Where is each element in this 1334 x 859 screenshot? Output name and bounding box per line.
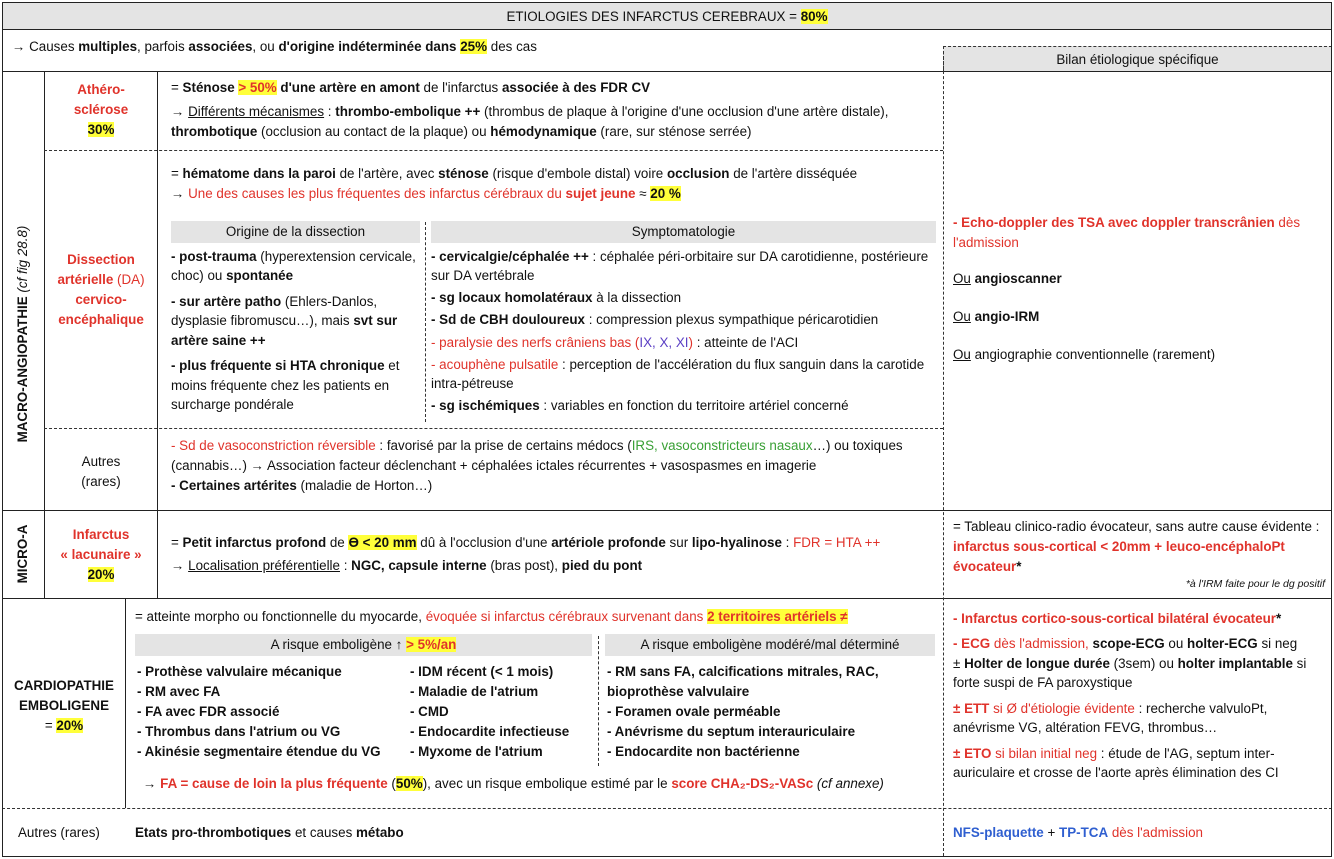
text: NFS-plaquette bbox=[953, 825, 1044, 840]
text: : bbox=[324, 104, 336, 120]
divider bbox=[2, 856, 1332, 857]
list-item: - IDM récent (< 1 mois) bbox=[410, 664, 554, 679]
bilan-header-label: Bilan étiologique spécifique bbox=[1056, 52, 1219, 67]
macro-bilan bbox=[953, 213, 1325, 366]
bilan-item bbox=[953, 517, 1325, 577]
bilan-item bbox=[953, 699, 1328, 738]
text: - ECG bbox=[953, 636, 991, 652]
arrow-icon: → bbox=[12, 39, 26, 54]
text: A risque emboligène ↑ bbox=[270, 637, 407, 652]
symptom-header bbox=[431, 221, 936, 243]
intro-text: des cas bbox=[487, 39, 537, 54]
text: Etats pro-thrombotiques bbox=[135, 825, 292, 840]
text: si Ø d'étiologie évidente bbox=[989, 700, 1135, 716]
text: IRS, vasoconstricteurs nasaux bbox=[631, 438, 813, 453]
micro-label-text: MICRO-A bbox=[15, 524, 30, 584]
text: spontanée bbox=[226, 268, 294, 284]
text: - Sd de vasoconstriction réversible bbox=[171, 438, 376, 453]
list-item: - RM sans FA, calcifications mitrales, RAC, bioprothèse valvulaire bbox=[607, 664, 879, 700]
list-item: - FA avec FDR associé bbox=[137, 704, 280, 720]
text: Une des causes les plus fréquentes des infarctus cérébraux du bbox=[188, 186, 566, 202]
macro-vertical-label bbox=[12, 171, 34, 497]
list-item: - CMD bbox=[410, 704, 449, 720]
list-item bbox=[431, 310, 936, 329]
text: IX, X, XI bbox=[639, 334, 689, 350]
list-item bbox=[171, 292, 421, 350]
text: - sg locaux homolatéraux bbox=[431, 290, 593, 306]
fa-line bbox=[143, 774, 938, 794]
bilan-item bbox=[953, 609, 1328, 628]
arrow-icon: → bbox=[171, 558, 189, 574]
text: (maladie de Horton…) bbox=[296, 478, 433, 494]
text: …) ou toxiques (cannabis…) → Association facteur déclenchant + céphalées ictales récurrentes + vasospasmes en imagerie bbox=[171, 438, 903, 474]
text: (thrombus de plaque à l'origine d'une occlusion d'une artère distale), bbox=[480, 104, 889, 120]
text: évoquée si infarctus cérébraux survenant dans bbox=[425, 609, 708, 624]
divider bbox=[943, 46, 944, 856]
athero-label-line: sclérose bbox=[73, 102, 129, 118]
text: * bbox=[1016, 559, 1022, 575]
micro-label bbox=[45, 525, 157, 585]
text: + bbox=[1043, 825, 1060, 840]
dissection-label-line: encéphalique bbox=[58, 312, 144, 328]
origine-header bbox=[171, 221, 420, 243]
list-item bbox=[431, 288, 936, 307]
text: angiographie conventionnelle (rarement) bbox=[970, 347, 1216, 363]
risk-threshold: > 5%/an bbox=[406, 637, 457, 652]
text: angio-IRM bbox=[970, 309, 1040, 325]
text: (3sem) ou bbox=[1109, 655, 1178, 671]
divider bbox=[2, 510, 1332, 511]
divider bbox=[598, 636, 599, 766]
micro-label-line: « lacunaire » bbox=[60, 547, 142, 563]
text: - acouphène pulsatile bbox=[431, 356, 559, 372]
cardio-intro bbox=[135, 607, 940, 627]
text: * bbox=[1275, 611, 1282, 626]
text: Localisation préférentielle bbox=[188, 558, 340, 574]
text: - Infarctus cortico-sous-cortical bilatéral évocateur bbox=[953, 611, 1276, 626]
intro-text: , ou bbox=[252, 39, 279, 54]
text: A risque emboligène modéré/mal déterminé bbox=[640, 637, 900, 652]
list-item bbox=[171, 356, 421, 414]
text: Ou bbox=[953, 347, 971, 363]
text: ) bbox=[688, 334, 693, 350]
dissection-content bbox=[171, 164, 936, 204]
text: = atteinte morpho ou fonctionnelle du myocarde, bbox=[135, 609, 426, 624]
text: : favorisé par la prise de certains médocs ( bbox=[375, 438, 632, 453]
text: : bbox=[781, 535, 794, 550]
cardio-label-line: EMBOLIGENE bbox=[18, 698, 110, 714]
young-percentage: 20 % bbox=[650, 186, 681, 202]
divider bbox=[2, 808, 1332, 809]
text: holter implantable bbox=[1177, 655, 1293, 671]
athero-line-1 bbox=[171, 78, 931, 98]
text: et moins fréquente chez les patients en surcharge pondérale bbox=[171, 358, 400, 413]
text: ± ETT bbox=[953, 700, 990, 716]
micro-content bbox=[171, 533, 936, 576]
bilan-item bbox=[953, 345, 1325, 365]
fa-percentage: 50% bbox=[395, 776, 423, 791]
text: lipo-hyalinose bbox=[691, 535, 782, 550]
bilan-item bbox=[953, 634, 1328, 653]
text: d'une artère en amont bbox=[276, 80, 420, 95]
text: (occlusion au contact de la plaque) ou bbox=[257, 124, 491, 140]
text: dès l'admission, bbox=[990, 636, 1093, 652]
micro-bilan bbox=[953, 517, 1325, 593]
athero-percentage: 30% bbox=[87, 122, 115, 138]
cardio-label-line: = bbox=[44, 718, 57, 734]
autres-label-line: Autres bbox=[81, 454, 121, 469]
intro-bold: d'origine indéterminée dans bbox=[278, 39, 461, 54]
autres-bottom-bilan bbox=[953, 823, 1328, 843]
dissection-line-1 bbox=[171, 164, 936, 184]
text: métabo bbox=[356, 825, 404, 840]
text: (cf annexe) bbox=[813, 776, 884, 791]
autres-label bbox=[45, 452, 157, 492]
text: dès l'admission bbox=[953, 215, 1301, 251]
diameter-threshold: Ө < 20 mm bbox=[348, 535, 417, 550]
intro-bold: multiples bbox=[78, 39, 138, 54]
symptom-list bbox=[431, 247, 936, 415]
list-item bbox=[431, 396, 936, 415]
autres-bottom-label bbox=[18, 823, 128, 843]
autres-bottom-content bbox=[135, 823, 935, 843]
list-item bbox=[431, 355, 936, 393]
micro-vertical-label bbox=[12, 510, 34, 598]
dissection-label-line: cervico- bbox=[75, 292, 127, 308]
list-item: - RM avec FA bbox=[137, 684, 221, 700]
text: occlusion bbox=[666, 166, 730, 181]
text: (Ehlers-Danlos, dysplasie fibromuscu…), mais bbox=[171, 293, 378, 329]
text: scope-ECG bbox=[1092, 636, 1165, 652]
text: : bbox=[339, 558, 352, 574]
text: Sténose bbox=[182, 80, 239, 95]
text: : perception de l'accélération du flux sanguin dans la carotide intra-pétreuse bbox=[431, 356, 925, 391]
autres-line-1 bbox=[171, 436, 936, 476]
text: de l'artère, avec bbox=[335, 166, 439, 181]
text: sténose bbox=[438, 166, 489, 181]
bilan-item bbox=[953, 213, 1325, 253]
cardio-label-line: CARDIOPATHIE bbox=[14, 678, 114, 693]
list-item bbox=[171, 247, 421, 286]
text: NGC, capsule interne bbox=[351, 558, 487, 574]
text: ± ETO bbox=[953, 745, 992, 761]
text: si forte suspi de FA paroxystique bbox=[953, 655, 1307, 691]
text: FDR = HTA ++ bbox=[793, 535, 881, 550]
text: ± bbox=[953, 655, 965, 671]
athero-content bbox=[171, 78, 931, 142]
intro-text: , parfois bbox=[137, 39, 189, 54]
text: (rare, sur sténose serrée) bbox=[596, 124, 752, 140]
micro-label-line: Infarctus bbox=[72, 527, 130, 542]
text: Différents mécanismes bbox=[188, 104, 325, 120]
text: ), avec un risque embolique estimé par le bbox=[422, 776, 672, 791]
text: associée à des FDR CV bbox=[501, 80, 651, 95]
text: artériole profonde bbox=[551, 535, 666, 550]
text: = bbox=[171, 166, 183, 181]
list-item bbox=[431, 333, 936, 352]
text: hématome dans la paroi bbox=[182, 166, 336, 181]
stenosis-threshold: > 50% bbox=[238, 80, 277, 95]
origine-header-label: Origine de la dissection bbox=[225, 224, 366, 239]
macro-label-ref: (cf fig 28.8) bbox=[15, 225, 30, 293]
list-item: - Akinésie segmentaire étendue du VG bbox=[137, 744, 381, 760]
bilan-item bbox=[953, 269, 1325, 289]
text: : céphalée péri-orbitaire sur DA carotidienne, postérieure sur DA vertébrale bbox=[431, 249, 929, 284]
text: Holter de longue durée bbox=[964, 655, 1110, 671]
text: Petit infarctus profond bbox=[182, 535, 327, 550]
divider bbox=[1331, 30, 1332, 856]
list-item: - Endocardite infectieuse bbox=[410, 724, 570, 740]
intro-line bbox=[12, 37, 932, 57]
text: : compression plexus sympathique péricarotidien bbox=[585, 312, 879, 328]
bilan-item bbox=[953, 307, 1325, 327]
text: pied du pont bbox=[561, 558, 643, 574]
text: et causes bbox=[291, 825, 356, 840]
divider bbox=[44, 428, 943, 429]
text: sujet jeune bbox=[565, 186, 636, 202]
text: svt sur artère saine ++ bbox=[171, 313, 398, 348]
micro-line-1 bbox=[171, 533, 936, 553]
arrow-icon: → bbox=[171, 104, 189, 120]
list-item: - Anévrisme du septum interauriculaire bbox=[607, 724, 856, 740]
text: sur bbox=[665, 535, 692, 550]
text: (hyperextension cervicale, choc) ou bbox=[171, 249, 416, 284]
text: = Tableau clinico-radio évocateur, sans autre cause évidente : bbox=[953, 519, 1320, 534]
page-title bbox=[2, 2, 1332, 30]
text: thrombotique bbox=[171, 124, 258, 140]
autres-content bbox=[171, 436, 936, 496]
text: - Certaines artérites bbox=[171, 478, 297, 494]
divider bbox=[125, 598, 126, 808]
dissection-label-line: Dissection bbox=[67, 252, 135, 267]
cardio-percentage: 20% bbox=[56, 718, 84, 734]
text: thrombo-embolique ++ bbox=[335, 104, 481, 120]
autres-line-2 bbox=[171, 476, 936, 496]
text: (bras post), bbox=[486, 558, 562, 574]
text: à la dissection bbox=[592, 290, 682, 306]
moderate-risk-header bbox=[605, 634, 935, 656]
text: - paralysie des nerfs crâniens bas ( bbox=[431, 334, 640, 350]
high-risk-col1 bbox=[137, 662, 407, 763]
moderate-risk-col bbox=[607, 662, 937, 763]
macro-label-text: MACRO-ANGIOPATHIE bbox=[15, 292, 30, 443]
text: - sg ischémiques bbox=[431, 398, 540, 414]
dissection-label-line: (DA) bbox=[113, 272, 145, 288]
intro-percentage: 25% bbox=[460, 39, 488, 54]
title-percentage: 80% bbox=[800, 9, 828, 24]
dissection-label bbox=[45, 250, 157, 330]
list-item: - Thrombus dans l'atrium ou VG bbox=[137, 724, 341, 740]
text: de l'artère disséquée bbox=[729, 166, 858, 181]
text: = bbox=[171, 535, 183, 550]
text: (risque d'embole distal) voire bbox=[488, 166, 667, 181]
text: - plus fréquente si HTA chronique bbox=[171, 358, 385, 374]
intro-bold: associées bbox=[188, 39, 253, 54]
text: : atteinte de l'ACI bbox=[693, 334, 799, 350]
dissection-label-line: artérielle bbox=[57, 272, 114, 288]
footnote: *à l'IRM faite pour le dg positif bbox=[1185, 578, 1325, 591]
title-text: ETIOLOGIES DES INFARCTUS CEREBRAUX = bbox=[506, 9, 801, 24]
text: Autres (rares) bbox=[18, 825, 100, 840]
divider bbox=[425, 222, 426, 422]
symptom-header-label: Symptomatologie bbox=[631, 224, 736, 239]
list-item: - Endocardite non bactérienne bbox=[607, 744, 800, 760]
divider bbox=[2, 71, 1332, 72]
bilan-header bbox=[943, 46, 1332, 71]
autres-label-line: (rares) bbox=[81, 474, 121, 490]
cardio-bilan bbox=[953, 609, 1328, 783]
text: de bbox=[326, 535, 349, 550]
text: 2 territoires artériels ≠ bbox=[707, 609, 848, 624]
text: dû à l'occlusion d'une bbox=[416, 535, 552, 550]
cardio-label bbox=[3, 676, 125, 736]
text: score CHA₂-DS₂-VASc bbox=[671, 776, 814, 791]
text: angioscanner bbox=[970, 271, 1062, 287]
text: : recherche valvuloPt, anévrisme VG, altération FEVG, thrombus… bbox=[953, 700, 1268, 736]
divider bbox=[44, 150, 943, 151]
text: TP-TCA bbox=[1059, 825, 1109, 840]
origine-list bbox=[171, 247, 421, 415]
text: holter-ECG bbox=[1187, 636, 1258, 652]
text: de l'infarctus bbox=[419, 80, 502, 95]
text: - Echo-doppler des TSA avec doppler transcrânien bbox=[953, 215, 1275, 230]
text: : étude de l'AG, septum inter-auriculaire et crosse de l'aorte après élimination des CI bbox=[953, 745, 1279, 781]
text: ( bbox=[387, 776, 396, 791]
text: - cervicalgie/céphalée ++ bbox=[431, 249, 589, 264]
athero-label bbox=[45, 80, 157, 140]
list-item: - Maladie de l'atrium bbox=[410, 684, 539, 700]
text: si bilan initial neg bbox=[991, 745, 1098, 761]
text: hémodynamique bbox=[490, 124, 597, 140]
micro-percentage: 20% bbox=[87, 567, 115, 583]
high-risk-col2 bbox=[410, 662, 595, 763]
text: infarctus sous-cortical < 20mm + leuco-encéphaloPt évocateur bbox=[953, 539, 1285, 575]
text: - sur artère patho bbox=[171, 293, 282, 309]
micro-line-2 bbox=[171, 556, 936, 576]
list-item bbox=[431, 247, 936, 285]
arrow-icon: → bbox=[143, 776, 161, 791]
text: - Sd de CBH douloureux bbox=[431, 312, 585, 328]
text: - post-trauma bbox=[171, 249, 257, 264]
text: Ou bbox=[953, 309, 971, 325]
list-item: - Myxome de l'atrium bbox=[410, 744, 543, 760]
divider bbox=[2, 598, 1332, 599]
text: FA = cause de loin la plus fréquente bbox=[160, 776, 388, 791]
high-risk-header bbox=[135, 634, 592, 656]
bilan-item bbox=[953, 654, 1328, 693]
dissection-line-2 bbox=[171, 184, 936, 204]
athero-label-line: Athéro- bbox=[77, 82, 125, 97]
text: ≈ bbox=[635, 186, 651, 202]
text: : variables en fonction du territoire artériel concerné bbox=[539, 398, 849, 414]
text: = bbox=[171, 80, 183, 95]
intro-text: Causes bbox=[25, 39, 79, 54]
arrow-icon: → bbox=[171, 186, 189, 202]
text: ou bbox=[1164, 636, 1188, 652]
text: Ou bbox=[953, 271, 971, 287]
list-item: - Foramen ovale perméable bbox=[607, 704, 781, 720]
list-item: - Prothèse valvulaire mécanique bbox=[137, 664, 342, 679]
text: dès l'admission bbox=[1108, 825, 1203, 840]
athero-line-2 bbox=[171, 102, 931, 142]
bilan-item bbox=[953, 744, 1328, 783]
text: si neg bbox=[1257, 636, 1298, 652]
